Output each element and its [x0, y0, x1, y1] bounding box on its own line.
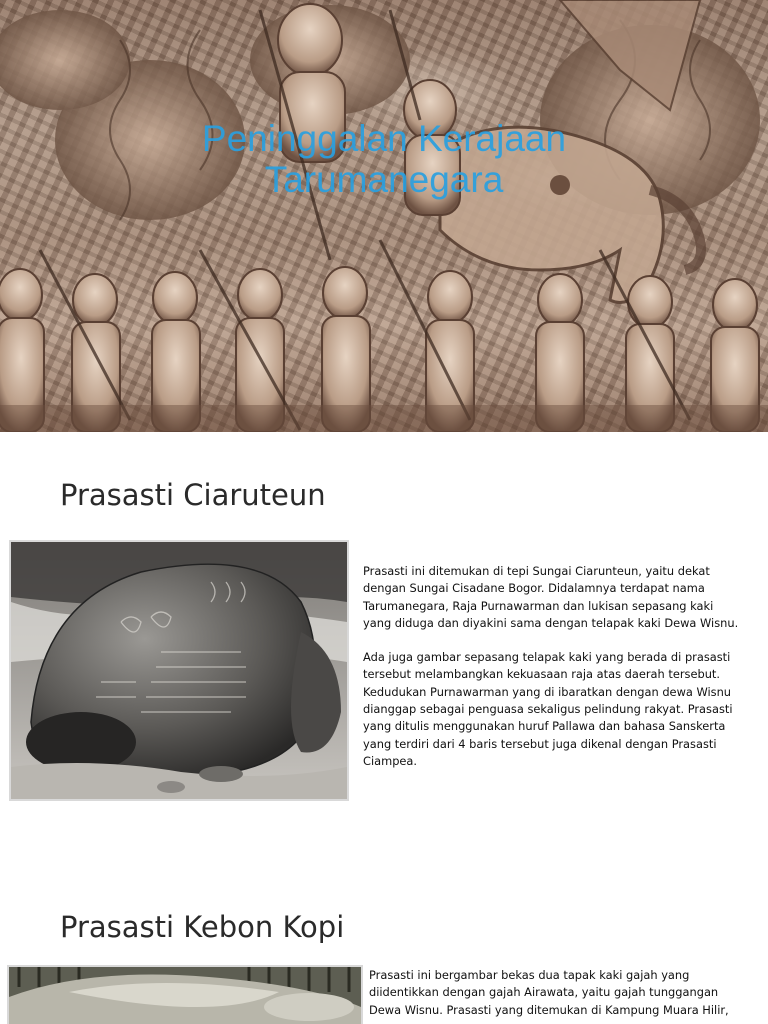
section-text-kebon-kopi: [369, 967, 749, 1024]
hero-title-line-2: Tarumanegara: [264, 159, 504, 200]
hero-banner: [0, 0, 768, 432]
hero-title: [0, 118, 768, 200]
photo-prasasti-ciaruteun: [9, 540, 349, 801]
paragraph: Prasasti ini bergambar bekas dua tapak kaki gajah yang diidentikkan dengan gajah Airawata, yaitu gajah tunggangan Dewa Wisnu. Prasasti yang ditemukan di Kampung Muara Hilir,: [369, 968, 729, 1017]
paragraph: Prasasti ini ditemukan di tepi Sungai Ciarunteun, yaitu dekat dengan Sungai Cisadane Bogor. Didalamnya terdapat nama Tarumanegara, Raja Purnawarman dan lukisan sepasang kaki yang diduga dan diyakini sama dengan telapak kaki Dewa Wisnu.: [363, 564, 739, 630]
stone-image: [9, 967, 361, 1024]
hero-title-line-1: Peninggalan Kerajaan: [201, 118, 567, 159]
section-title-ciaruteun: Prasasti Ciaruteun: [60, 478, 326, 512]
paragraph: Ada juga gambar sepasang telapak kaki yang berada di prasasti tersebut melambangkan kekuasaan raja atas daerah tersebut. Kedudukan Purnawarman yang di ibaratkan dengan dewa Wisnu dianggap sebagai penguasa sekaligus pelindung rakyat. Prasasti yang ditulis menggunakan huruf Pallawa dan bahasa Sanskerta yang terdiri dari 4 baris tersebut juga dikenal dengan Prasasti Ciampea.: [363, 650, 733, 768]
stone-image: [11, 542, 347, 799]
photo-prasasti-kebon-kopi: [7, 965, 363, 1024]
section-title-kebon-kopi: Prasasti Kebon Kopi: [60, 910, 345, 944]
section-text-ciaruteun: [363, 563, 743, 787]
bas-relief-image: [0, 0, 768, 432]
